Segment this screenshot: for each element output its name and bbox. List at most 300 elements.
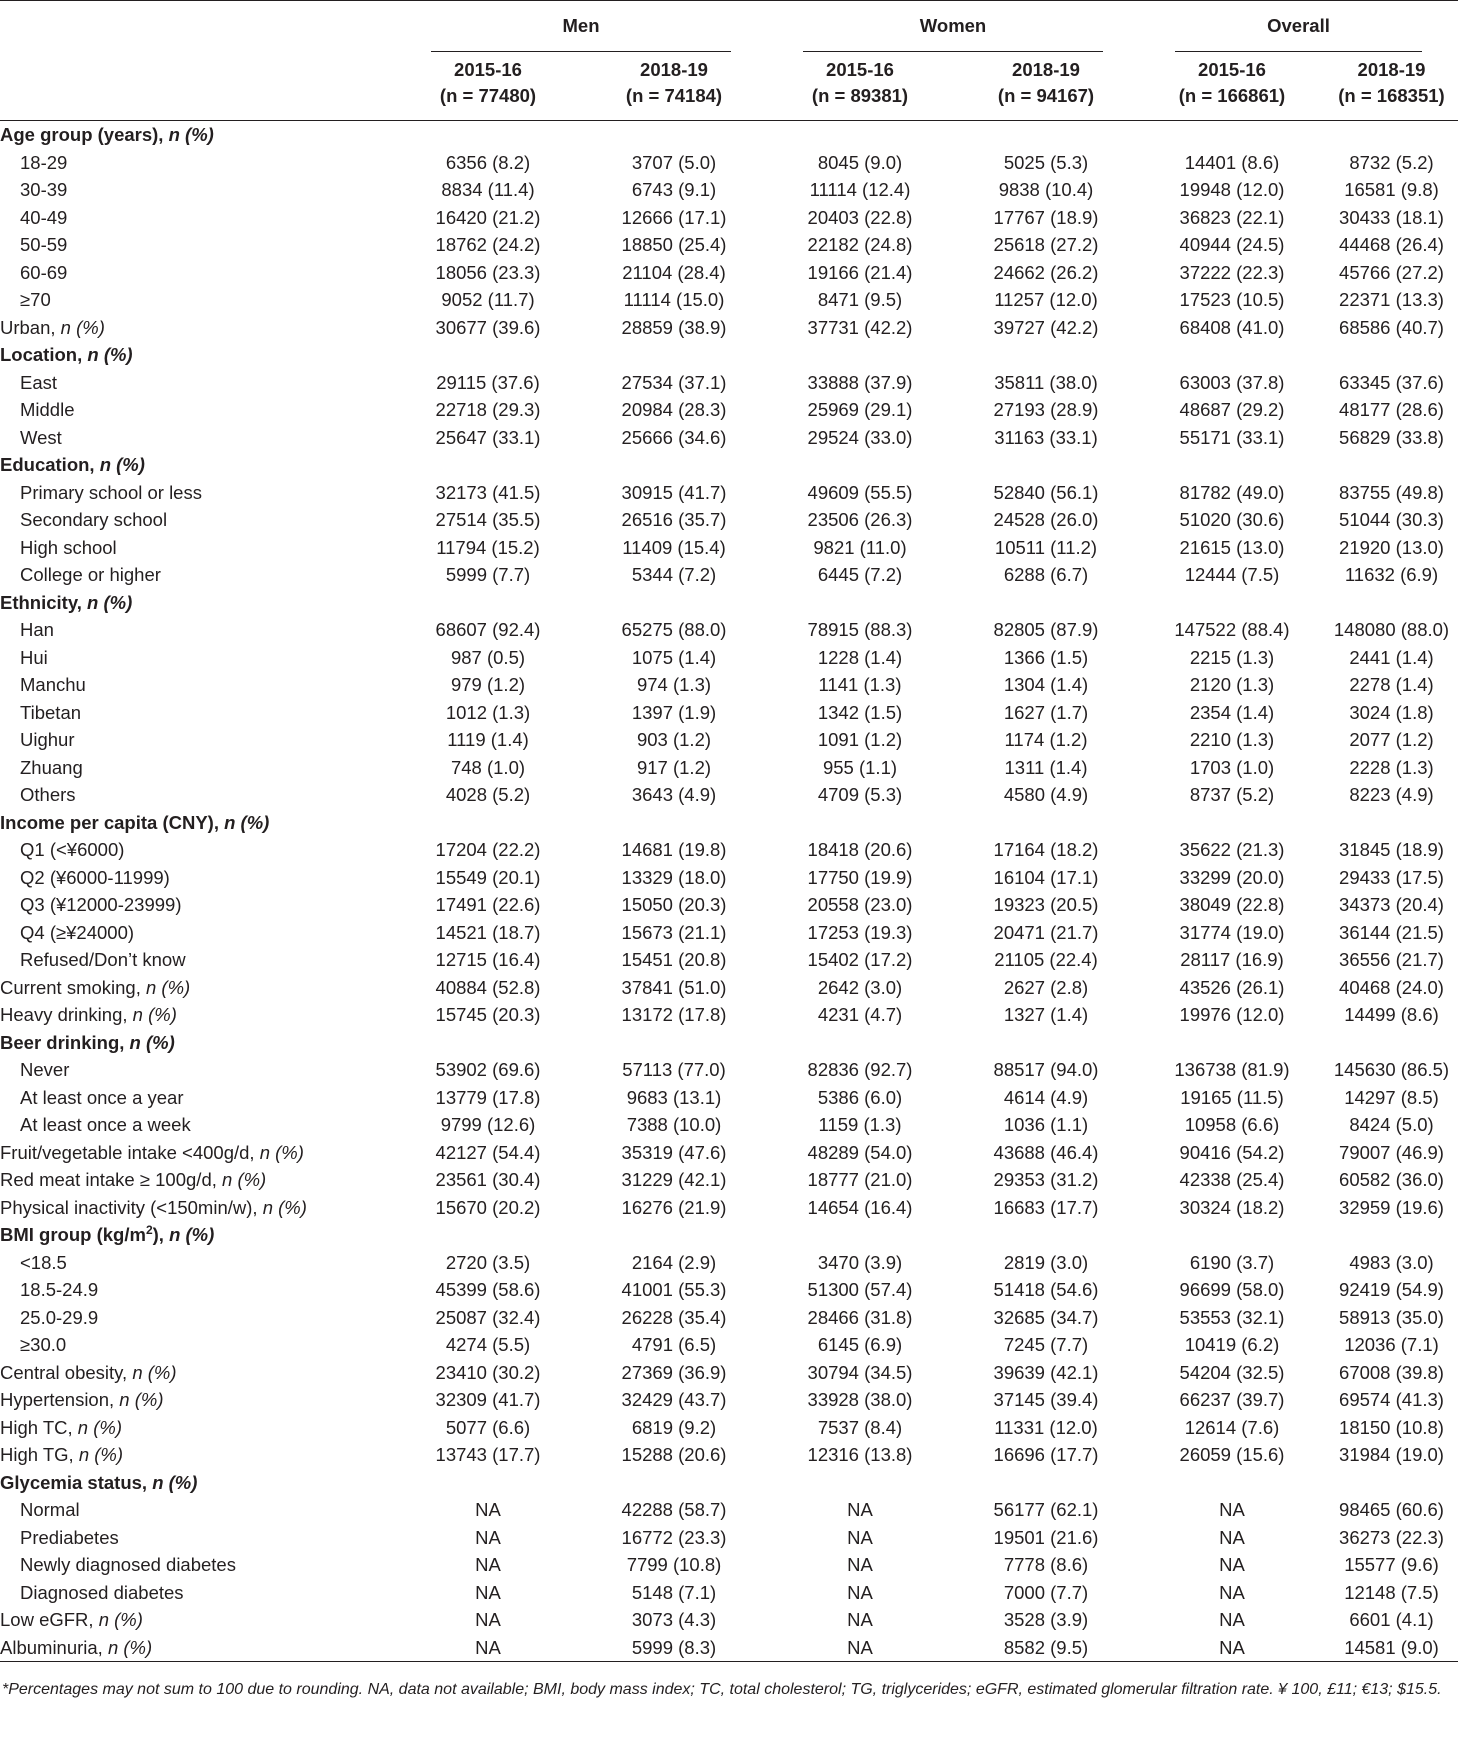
table-cell: 58913 (35.0) bbox=[1339, 1306, 1444, 1328]
table-cell: 29524 (33.0) bbox=[807, 426, 913, 448]
table-row bbox=[0, 479, 1458, 507]
table-cell: 54204 (32.5) bbox=[1179, 1361, 1285, 1383]
table-cell: 955 (1.1) bbox=[822, 756, 898, 778]
row-label: 18.5-24.9 bbox=[20, 1279, 99, 1300]
row-label: 30-39 bbox=[20, 179, 68, 200]
table-cell: 25618 (27.2) bbox=[993, 234, 1099, 255]
table-cell: 12666 (17.1) bbox=[621, 206, 727, 228]
table-cell: 2215 (1.3) bbox=[1189, 646, 1275, 668]
table-row bbox=[0, 864, 1458, 892]
table-cell: NA bbox=[847, 1499, 873, 1520]
table-cell: 11794 (15.2) bbox=[436, 536, 540, 558]
row-label: Prediabetes bbox=[20, 1526, 119, 1548]
table-cell: 28859 (38.9) bbox=[621, 316, 727, 338]
table-cell: 37841 (51.0) bbox=[621, 976, 727, 998]
table-cell: 11409 (15.4) bbox=[622, 536, 726, 558]
table-cell: 16581 (9.8) bbox=[1344, 179, 1439, 200]
table-cell bbox=[767, 1469, 953, 1497]
table-cell: 5077 (6.6) bbox=[445, 1416, 531, 1438]
table-cell bbox=[581, 589, 767, 617]
table-row bbox=[0, 286, 1458, 314]
table-row bbox=[0, 506, 1458, 534]
table-cell bbox=[1139, 809, 1325, 837]
table-cell: 31774 (19.0) bbox=[1179, 921, 1285, 943]
row-label: College or higher bbox=[20, 564, 161, 585]
table-cell: 48177 (28.6) bbox=[1339, 399, 1444, 420]
table-cell: 40468 (24.0) bbox=[1339, 976, 1444, 998]
table-cell: 34373 (20.4) bbox=[1339, 894, 1444, 915]
table-row bbox=[0, 149, 1458, 177]
table-cell: 27369 (36.9) bbox=[621, 1361, 727, 1383]
table-cell: 1627 (1.7) bbox=[1003, 701, 1089, 723]
table-cell: 27534 (37.1) bbox=[621, 371, 727, 393]
table-cell: 17204 (22.2) bbox=[435, 839, 541, 860]
row-label: Central obesity, n (%) bbox=[0, 1361, 177, 1383]
table-cell: 35622 (21.3) bbox=[1179, 839, 1285, 860]
table-cell: 15549 (20.1) bbox=[435, 866, 541, 888]
table-cell: 83755 (49.8) bbox=[1339, 481, 1444, 503]
table-cell: 25666 (34.6) bbox=[621, 426, 727, 448]
table-cell: 15577 (9.6) bbox=[1344, 1554, 1439, 1575]
row-label: Age group (years), n (%) bbox=[0, 124, 214, 145]
table-cell: 1366 (1.5) bbox=[1003, 646, 1089, 668]
table-cell: 96699 (58.0) bbox=[1179, 1279, 1285, 1300]
table-cell: 15288 (20.6) bbox=[621, 1444, 727, 1465]
table-cell: 136738 (81.9) bbox=[1174, 1059, 1290, 1080]
table-cell: 9838 (10.4) bbox=[998, 179, 1094, 200]
table-cell bbox=[767, 809, 953, 837]
table-cell: 6356 (8.2) bbox=[445, 151, 531, 173]
row-label: 18-29 bbox=[20, 151, 68, 173]
table-row bbox=[0, 726, 1458, 754]
table-cell: 11114 (12.4) bbox=[809, 179, 911, 200]
table-cell: 2210 (1.3) bbox=[1189, 729, 1275, 750]
table-cell: 23506 (26.3) bbox=[807, 509, 913, 530]
table-cell: 15050 (20.3) bbox=[621, 894, 727, 915]
row-label: Q1 (<¥6000) bbox=[20, 839, 125, 860]
table-cell: 45766 (27.2) bbox=[1339, 261, 1444, 283]
table-cell: NA bbox=[475, 1581, 501, 1603]
table-cell: 56829 (33.8) bbox=[1339, 426, 1444, 448]
table-cell: 1075 (1.4) bbox=[631, 646, 717, 668]
table-cell: 3707 (5.0) bbox=[631, 151, 717, 173]
table-row bbox=[0, 1084, 1458, 1112]
group-header-overall: Overall bbox=[1139, 1, 1458, 52]
table-cell: 6190 (3.7) bbox=[1189, 1251, 1275, 1273]
table-row bbox=[0, 1469, 1458, 1497]
table-row bbox=[0, 1359, 1458, 1387]
table-cell: 38049 (22.8) bbox=[1179, 894, 1285, 915]
table-row bbox=[0, 204, 1458, 232]
table-cell: 68586 (40.7) bbox=[1339, 316, 1444, 338]
row-label: 40-49 bbox=[20, 206, 68, 228]
row-label: Fruit/vegetable intake <400g/d, n (%) bbox=[0, 1141, 304, 1163]
table-cell: 4580 (4.9) bbox=[1003, 784, 1089, 805]
table-row bbox=[0, 589, 1458, 617]
table-cell: 7245 (7.7) bbox=[1003, 1334, 1089, 1355]
table-row bbox=[0, 1194, 1458, 1222]
table-cell: 8471 (9.5) bbox=[817, 289, 903, 310]
table-row bbox=[0, 1276, 1458, 1304]
table-cell: 11114 (15.0) bbox=[623, 289, 725, 310]
table-cell: 1012 (1.3) bbox=[445, 701, 531, 723]
row-label: Ethnicity, n (%) bbox=[0, 591, 133, 613]
row-label: East bbox=[20, 371, 58, 393]
table-cell: 18150 (10.8) bbox=[1339, 1416, 1444, 1438]
row-label: Q2 (¥6000-11999) bbox=[20, 866, 170, 888]
table-cell: 53902 (69.6) bbox=[435, 1059, 541, 1080]
table-cell bbox=[767, 451, 953, 479]
table-cell: 5148 (7.1) bbox=[631, 1581, 717, 1603]
table-cell: 14521 (18.7) bbox=[435, 921, 541, 943]
table-cell: 14654 (16.4) bbox=[807, 1196, 913, 1218]
row-label: High TC, n (%) bbox=[0, 1416, 122, 1438]
table-cell: 8834 (11.4) bbox=[441, 179, 535, 200]
table-cell: 9821 (11.0) bbox=[813, 536, 907, 558]
table-row bbox=[0, 946, 1458, 974]
table-cell: 6601 (4.1) bbox=[1349, 1609, 1434, 1630]
table-cell: 16276 (21.9) bbox=[621, 1196, 727, 1218]
row-label: Middle bbox=[20, 399, 75, 420]
table-cell: 2077 (1.2) bbox=[1349, 729, 1434, 750]
table-cell: 14681 (19.8) bbox=[621, 839, 727, 860]
table-cell bbox=[767, 341, 953, 369]
row-label: <18.5 bbox=[20, 1251, 67, 1273]
table-row bbox=[0, 644, 1458, 672]
table-row bbox=[0, 259, 1458, 287]
table-cell: 10958 (6.6) bbox=[1184, 1114, 1280, 1135]
table-cell: 16104 (17.1) bbox=[993, 866, 1099, 888]
table-cell: 82836 (92.7) bbox=[807, 1059, 913, 1080]
table-cell: 20471 (21.7) bbox=[993, 921, 1099, 943]
table-cell: 24528 (26.0) bbox=[993, 509, 1099, 530]
year-header-row bbox=[0, 52, 1458, 121]
table-cell: 33299 (20.0) bbox=[1179, 866, 1285, 888]
row-label: Hypertension, n (%) bbox=[0, 1389, 164, 1410]
table-cell bbox=[1325, 589, 1458, 617]
table-cell: 16696 (17.7) bbox=[993, 1444, 1099, 1465]
table-cell: 7799 (10.8) bbox=[626, 1554, 722, 1575]
table-cell: 32309 (41.7) bbox=[435, 1389, 541, 1410]
table-cell: NA bbox=[847, 1609, 873, 1630]
row-label: Current smoking, n (%) bbox=[0, 976, 191, 998]
table-row bbox=[0, 341, 1458, 369]
table-cell: 9683 (13.1) bbox=[626, 1086, 722, 1108]
table-cell: 32173 (41.5) bbox=[435, 481, 541, 503]
row-label: 25.0-29.9 bbox=[20, 1306, 99, 1328]
table-cell: 145630 (86.5) bbox=[1333, 1059, 1450, 1080]
table-row bbox=[0, 891, 1458, 919]
row-label: High school bbox=[20, 536, 117, 558]
table-row bbox=[0, 671, 1458, 699]
table-cell: 13172 (17.8) bbox=[621, 1004, 727, 1025]
table-cell: 18850 (25.4) bbox=[621, 234, 727, 255]
table-row bbox=[0, 1331, 1458, 1359]
table-cell bbox=[1139, 121, 1325, 149]
table-cell: 23410 (30.2) bbox=[435, 1361, 541, 1383]
table-cell bbox=[395, 451, 581, 479]
row-label: Income per capita (CNY), n (%) bbox=[0, 811, 270, 833]
table-cell: 5999 (8.3) bbox=[631, 1636, 717, 1658]
table-cell: 12036 (7.1) bbox=[1344, 1334, 1439, 1355]
table-cell: 4274 (5.5) bbox=[445, 1334, 531, 1355]
table-cell: 2642 (3.0) bbox=[817, 976, 903, 998]
table-cell: 2228 (1.3) bbox=[1349, 756, 1434, 778]
table-cell: 48289 (54.0) bbox=[807, 1141, 913, 1163]
table-cell: 1141 (1.3) bbox=[818, 674, 902, 695]
table-cell: 51020 (30.6) bbox=[1179, 509, 1285, 530]
table-cell: 12148 (7.5) bbox=[1344, 1581, 1439, 1603]
group-header-women: Women bbox=[767, 1, 1139, 52]
group-header-men: Men bbox=[395, 1, 767, 52]
row-label: Low eGFR, n (%) bbox=[0, 1609, 143, 1630]
table-cell: 60582 (36.0) bbox=[1339, 1169, 1444, 1190]
table-row bbox=[0, 1441, 1458, 1469]
table-cell: 30915 (41.7) bbox=[621, 481, 727, 503]
table-cell bbox=[1325, 1469, 1458, 1497]
row-label: BMI group $(kg/m^2)$, n (%) bbox=[0, 1222, 215, 1245]
table-cell: 12614 (7.6) bbox=[1184, 1416, 1280, 1438]
table-cell: 5386 (6.0) bbox=[817, 1086, 903, 1108]
table-cell: 17750 (19.9) bbox=[807, 866, 913, 888]
table-cell: 33888 (37.9) bbox=[807, 371, 913, 393]
table-cell: 53553 (32.1) bbox=[1179, 1306, 1285, 1328]
table-cell bbox=[1139, 1221, 1325, 1249]
row-label: Uighur bbox=[20, 729, 75, 750]
table-cell: 25647 (33.1) bbox=[435, 426, 541, 448]
table-cell: 1159 (1.3) bbox=[818, 1114, 902, 1135]
table-cell: 21920 (13.0) bbox=[1339, 536, 1444, 558]
table-cell: 4791 (6.5) bbox=[631, 1334, 717, 1355]
table-cell: 17253 (19.3) bbox=[807, 921, 913, 943]
table-cell: 56177 (62.1) bbox=[993, 1499, 1099, 1520]
table-cell: 8424 (5.0) bbox=[1349, 1114, 1434, 1135]
table-cell: 5344 (7.2) bbox=[631, 564, 717, 585]
row-label: Heavy drinking, n (%) bbox=[0, 1004, 177, 1025]
table-cell: 6445 (7.2) bbox=[817, 564, 903, 585]
table-cell: 82805 (87.9) bbox=[993, 619, 1099, 640]
table-cell: 1119 (1.4) bbox=[447, 729, 529, 750]
table-cell: NA bbox=[1219, 1526, 1245, 1548]
table-cell: 15451 (20.8) bbox=[621, 949, 727, 970]
table-cell bbox=[953, 809, 1139, 837]
table-cell: NA bbox=[1219, 1499, 1245, 1520]
table-cell: 30677 (39.6) bbox=[435, 316, 541, 338]
table-row bbox=[0, 754, 1458, 782]
table-cell: 41001 (55.3) bbox=[621, 1279, 727, 1300]
table-row bbox=[0, 919, 1458, 947]
table-cell: 13779 (17.8) bbox=[435, 1086, 541, 1108]
table-cell: 16772 (23.3) bbox=[621, 1526, 727, 1548]
table-cell: 14401 (8.6) bbox=[1184, 151, 1280, 173]
row-label: ≥30.0 bbox=[20, 1334, 67, 1355]
table-cell: 22718 (29.3) bbox=[435, 399, 541, 420]
table-cell: 7388 (10.0) bbox=[626, 1114, 722, 1135]
table-cell: 19976 (12.0) bbox=[1179, 1004, 1285, 1025]
table-cell bbox=[767, 1029, 953, 1057]
table-cell bbox=[1139, 1469, 1325, 1497]
table-cell: 37731 (42.2) bbox=[807, 316, 913, 338]
table-cell: 1091 (1.2) bbox=[817, 729, 903, 750]
table-cell: 1327 (1.4) bbox=[1003, 1004, 1089, 1025]
table-cell: 78915 (88.3) bbox=[807, 619, 913, 640]
table-cell: 66237 (39.7) bbox=[1179, 1389, 1285, 1410]
table-cell: 3073 (4.3) bbox=[631, 1609, 717, 1630]
table-cell bbox=[953, 121, 1139, 149]
row-label: Albuminuria, n (%) bbox=[0, 1636, 153, 1658]
row-label: High TG, n (%) bbox=[0, 1444, 124, 1465]
table-cell: NA bbox=[847, 1581, 873, 1603]
table-row bbox=[0, 1139, 1458, 1167]
table-cell bbox=[581, 1469, 767, 1497]
table-cell: 51300 (57.4) bbox=[807, 1279, 913, 1300]
table-row bbox=[0, 1001, 1458, 1029]
table-cell: 1304 (1.4) bbox=[1003, 674, 1089, 695]
table-cell: 63003 (37.8) bbox=[1179, 371, 1285, 393]
table-cell: 1036 (1.1) bbox=[1003, 1114, 1089, 1135]
table-cell: 21105 (22.4) bbox=[994, 949, 1098, 970]
table-cell: 2354 (1.4) bbox=[1189, 701, 1275, 723]
table-cell: 42127 (54.4) bbox=[435, 1141, 541, 1163]
table-row bbox=[0, 1414, 1458, 1442]
table-cell bbox=[395, 589, 581, 617]
table-cell: 26516 (35.7) bbox=[621, 509, 727, 530]
column-header: 2018-19 (n = 94167) bbox=[997, 59, 1095, 106]
table-cell: 7000 (7.7) bbox=[1003, 1581, 1089, 1603]
table-row bbox=[0, 561, 1458, 589]
table-cell bbox=[953, 1221, 1139, 1249]
table-cell bbox=[581, 341, 767, 369]
table-cell: NA bbox=[475, 1554, 501, 1575]
table-row bbox=[0, 1386, 1458, 1414]
table-cell: 12715 (16.4) bbox=[435, 949, 541, 970]
row-label: 60-69 bbox=[20, 261, 68, 283]
table-cell: 68408 (41.0) bbox=[1179, 316, 1285, 338]
row-label: Han bbox=[20, 619, 54, 640]
table-cell bbox=[953, 341, 1139, 369]
table-cell: 3024 (1.8) bbox=[1349, 701, 1434, 723]
table-cell: 19166 (21.4) bbox=[807, 261, 913, 283]
column-header: 2015-16 (n = 166861) bbox=[1178, 59, 1286, 106]
table-cell: 8737 (5.2) bbox=[1189, 784, 1275, 805]
table-cell: 20403 (22.8) bbox=[807, 206, 913, 228]
table-cell: 7778 (8.6) bbox=[1003, 1554, 1089, 1575]
table-cell: 17767 (18.9) bbox=[993, 206, 1099, 228]
row-label: At least once a week bbox=[20, 1114, 191, 1135]
table-cell: 9052 (11.7) bbox=[441, 289, 535, 310]
table-cell: 147522 (88.4) bbox=[1174, 619, 1290, 640]
table-cell: 2720 (3.5) bbox=[445, 1251, 531, 1273]
table-cell: 25969 (29.1) bbox=[807, 399, 913, 420]
table-cell: 90416 (54.2) bbox=[1179, 1141, 1285, 1163]
table-cell: 65275 (88.0) bbox=[621, 619, 727, 640]
table-cell: 29353 (31.2) bbox=[993, 1169, 1099, 1190]
table-cell bbox=[1325, 341, 1458, 369]
row-label: Diagnosed diabetes bbox=[20, 1581, 184, 1603]
table-cell: 4983 (3.0) bbox=[1349, 1251, 1434, 1273]
table-cell: 29433 (17.5) bbox=[1339, 866, 1444, 888]
table-cell: 31163 (33.1) bbox=[994, 426, 1098, 448]
table-cell bbox=[1139, 341, 1325, 369]
table-footnote: *Percentages may not sum to 100 due to rounding. NA, data not available; BMI, body mass index; TC, total cholesterol; TG, triglycerides; eGFR, estimated glomerular filtration rate. ¥ 100, £11; €13; $15.5. bbox=[2, 1681, 1442, 1698]
table-cell: 16420 (21.2) bbox=[435, 206, 541, 228]
table-cell: NA bbox=[847, 1554, 873, 1575]
table-cell bbox=[1139, 589, 1325, 617]
table-cell: 52840 (56.1) bbox=[993, 481, 1099, 503]
table-cell: 33928 (38.0) bbox=[807, 1389, 913, 1410]
row-label: Zhuang bbox=[20, 756, 83, 778]
table-cell bbox=[767, 1221, 953, 1249]
row-label: At least once a year bbox=[20, 1086, 184, 1108]
table-cell: 42288 (58.7) bbox=[621, 1499, 727, 1520]
table-cell bbox=[767, 589, 953, 617]
table-cell bbox=[767, 121, 953, 149]
table-cell: 1311 (1.4) bbox=[1004, 756, 1088, 778]
table-cell: 29115 (37.6) bbox=[436, 371, 540, 393]
table-cell: 30794 (34.5) bbox=[807, 1361, 913, 1383]
table-cell: 31845 (18.9) bbox=[1339, 839, 1444, 860]
table-cell: 63345 (37.6) bbox=[1339, 371, 1444, 393]
table-cell: 21104 (28.4) bbox=[622, 261, 726, 283]
table-cell: 2120 (1.3) bbox=[1189, 674, 1275, 695]
table-cell bbox=[581, 1029, 767, 1057]
table-cell: 987 (0.5) bbox=[450, 646, 526, 668]
table-cell: 12444 (7.5) bbox=[1184, 564, 1280, 585]
table-cell: 15673 (21.1) bbox=[621, 921, 727, 943]
table-cell: 39639 (42.1) bbox=[993, 1361, 1099, 1383]
table-cell: 3470 (3.9) bbox=[817, 1251, 903, 1273]
table-cell: NA bbox=[475, 1609, 501, 1630]
table-cell bbox=[395, 121, 581, 149]
table-row bbox=[0, 231, 1458, 259]
row-label: Manchu bbox=[20, 674, 86, 695]
row-label: Location, n (%) bbox=[0, 344, 133, 365]
table-row bbox=[0, 176, 1458, 204]
table-cell bbox=[395, 1029, 581, 1057]
table-cell: 6288 (6.7) bbox=[1003, 564, 1089, 585]
table-cell: 18418 (20.6) bbox=[807, 839, 913, 860]
row-label: West bbox=[20, 426, 62, 448]
table-cell: 6145 (6.9) bbox=[817, 1334, 903, 1355]
table-row bbox=[0, 1524, 1458, 1552]
column-header: 2018-19 (n = 168351) bbox=[1338, 59, 1445, 106]
table-cell: 39727 (42.2) bbox=[993, 316, 1099, 338]
table-cell: 32429 (43.7) bbox=[621, 1389, 727, 1410]
table-cell: 36556 (21.7) bbox=[1339, 949, 1444, 970]
row-label: Beer drinking, n (%) bbox=[0, 1031, 175, 1053]
table-cell: 2164 (2.9) bbox=[631, 1251, 717, 1273]
row-label: Primary school or less bbox=[20, 481, 202, 503]
table-cell: 1703 (1.0) bbox=[1189, 756, 1275, 778]
table-cell: 79007 (46.9) bbox=[1339, 1141, 1444, 1163]
table-cell: NA bbox=[847, 1526, 873, 1548]
table-row bbox=[0, 369, 1458, 397]
table-row bbox=[0, 1029, 1458, 1057]
table-cell bbox=[1325, 1029, 1458, 1057]
table-cell: 68607 (92.4) bbox=[435, 619, 541, 640]
table-cell: 17491 (22.6) bbox=[435, 894, 541, 915]
table-cell: 27514 (35.5) bbox=[435, 509, 541, 530]
table-row bbox=[0, 781, 1458, 809]
table-cell: 20558 (23.0) bbox=[807, 894, 913, 915]
table-cell: 9799 (12.6) bbox=[440, 1114, 536, 1135]
table-row bbox=[0, 1551, 1458, 1579]
table-cell: 903 (1.2) bbox=[636, 729, 712, 750]
table-cell: 16683 (17.7) bbox=[993, 1196, 1099, 1218]
table-cell: 69574 (41.3) bbox=[1339, 1389, 1444, 1410]
table-cell bbox=[1325, 809, 1458, 837]
table-cell: 36273 (22.3) bbox=[1339, 1526, 1444, 1548]
